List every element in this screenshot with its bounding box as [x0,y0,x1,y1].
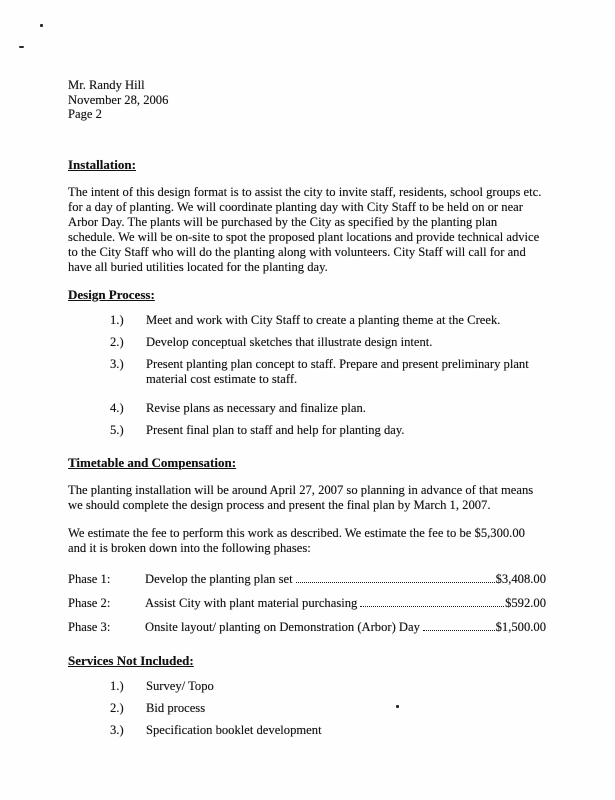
timetable-paragraph-1: The planting installation will be around April 27, 2007 so planning in advance of that means we should complete the design process and present the final plan by March 1, 2007. [68,482,534,512]
fee-phase-list [68,572,546,635]
phase-row [68,572,546,587]
phase-row [68,596,546,611]
item-number: 2.) [110,700,124,715]
page-number: Page 2 [68,107,102,121]
services-not-included-list [68,679,546,738]
recipient-name: Mr. Randy Hill [68,78,145,92]
list-item [68,401,546,416]
list-item [68,679,546,694]
list-item [68,357,546,387]
list-item [68,723,546,738]
scan-speck [19,46,24,48]
design-process-list [68,313,546,438]
item-text: Specification booklet development [146,722,322,737]
list-item [68,335,546,350]
list-item [68,423,546,438]
phase-label: Phase 1: [68,571,111,586]
services-not-included-heading: Services Not Included: [68,652,194,668]
phase-description: Develop the planting plan set [145,571,293,586]
dot-leader [423,630,495,631]
phase-row [68,620,546,635]
item-number: 2.) [110,334,124,349]
letter-header [68,78,546,122]
phase-description: Assist City with plant material purchasing [145,595,358,610]
item-text: Present final plan to staff and help for planting day. [146,422,405,437]
phase-amount: $1,500.00 [495,619,546,634]
item-text: Bid process [146,700,206,715]
dot-leader [296,582,495,583]
item-number: 1.) [110,312,124,327]
item-text: Survey/ Topo [146,678,214,693]
item-number: 3.) [110,356,124,371]
item-number: 5.) [110,422,124,437]
item-text: Develop conceptual sketches that illustrate design intent. [146,334,433,349]
phase-label: Phase 2: [68,595,111,610]
item-number: 4.) [110,400,124,415]
installation-paragraph: The intent of this design format is to assist the city to invite staff, residents, school groups etc. for a day of planting. We will coordinate planting day with City Staff to be held on or near Arbor Day. The plants will be purchased by the City as specified by the planting plan schedule. We will be on-site to spot the proposed plant locations and provide technical advice to the City Staff who will do the planting along with volunteers. City Staff will call for and have all buried utilities located for the planting day. [68,184,542,274]
list-item [68,313,546,328]
item-number: 1.) [110,678,124,693]
design-process-heading: Design Process: [68,286,155,302]
timetable-heading: Timetable and Compensation: [68,454,237,470]
timetable-paragraph-2: We estimate the fee to perform this work as described. We estimate the fee to be $5,300.00 and it is broken down into the following phases: [68,525,525,555]
item-text: Meet and work with City Staff to create a planting theme at the Creek. [146,312,501,327]
phase-amount: $592.00 [505,595,546,610]
item-number: 3.) [110,722,124,737]
scan-speck [40,24,43,27]
installation-heading: Installation: [68,156,136,172]
item-text: Present planting plan concept to staff. Prepare and present preliminary plant material cost estimate to staff. [146,356,529,386]
dot-leader [360,606,504,607]
letter-date: November 28, 2006 [68,92,169,107]
item-text: Revise plans as necessary and finalize plan. [146,400,366,415]
list-item [68,701,546,716]
phase-description: Onsite layout/ planting on Demonstration (Arbor) Day [145,619,420,634]
letter-content [68,78,546,738]
phase-amount: $3,408.00 [495,571,546,586]
phase-label: Phase 3: [68,619,111,634]
